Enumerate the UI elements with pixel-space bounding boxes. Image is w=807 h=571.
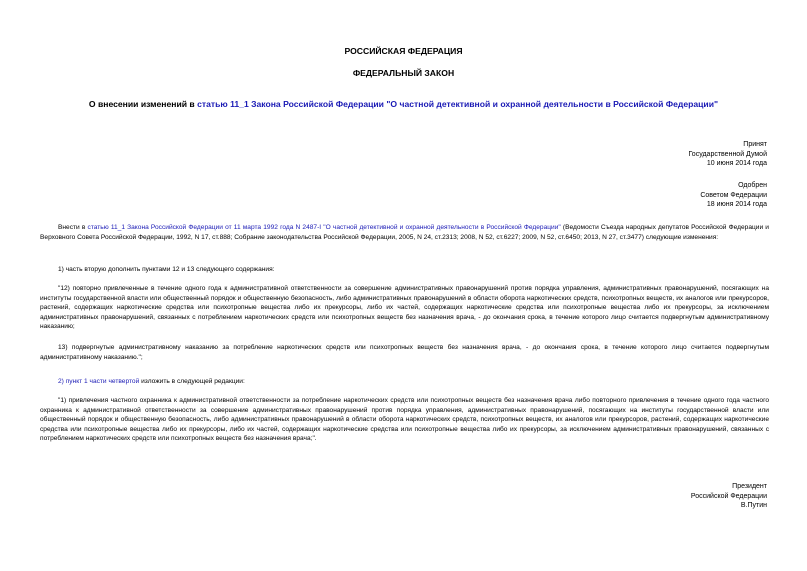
signature-role: Президент	[732, 483, 767, 490]
intro-paragraph	[40, 223, 769, 242]
law-title-link[interactable]: статью 11_1 Закона Российской Федерации "О частной детективной и охранной деятельности в Российской Федерации"	[197, 99, 719, 109]
adopted-by: Государственной Думой	[688, 150, 767, 158]
adopted-date: 10 июня 2014 года	[706, 160, 767, 167]
signature-name: В.Путин	[740, 502, 767, 509]
intro-pre: Внести в	[58, 224, 88, 231]
law-title	[0, 99, 807, 109]
doc-type-heading: ФЕДЕРАЛЬНЫЙ ЗАКОН	[352, 68, 455, 78]
intro-post: (Ведомости Съезда народных депутатов Российской Федерации и Верховного Совета Российской Федерации, 1992, N 17, ст.888; Собрание законодательства Российской Федерации, 2005, N 24, ст.2313; 2008, N 52, ст.6227; 2009, N 52, ст.6450; 2013, N 27, ст.3477) следующие изменения:	[40, 224, 769, 241]
signature-block	[691, 482, 767, 511]
adopted-label: Принят	[743, 141, 767, 148]
approved-label: Одобрен	[738, 182, 767, 189]
item-1: 1) часть вторую дополнить пунктами 12 и 13 следующего содержания:	[58, 266, 275, 273]
intro-link[interactable]: статью 11_1 Закона Российской Федерации от 11 марта 1992 года N 2487-I "О частной детективной и охранной деятельности в Российской Федерации"	[87, 224, 561, 231]
quote-point-12: "12) повторно привлеченные в течение одного года к административной ответственности за совершение административных правонарушений против порядка управления, административных правонарушений, посягающих на институты государственной власти или общественный порядок и общественную безопасность, либо административных правонарушений в области оборота наркотических средств, психотропных веществ, их аналогов или прекурсоров, растений, содержащих наркотические средства или психотропные вещества либо их прекурсоры, либо их частей, содержащих наркотические средства или психотропные вещества либо их прекурсоры, за исключением административных правонарушений, связанных с потреблением наркотических средств или психотропных веществ без назначения врача, - до окончания срока, в течение которого лицо считается подвергнутым административному наказанию;	[40, 285, 769, 331]
quote-point-13: 13) подвергнутые административному наказанию за потребление наркотических средств или психотропных веществ без назначения врача, - до окончания срока, в течение которого лицо считается подвергнутым административному наказанию.";	[40, 344, 769, 361]
item-2	[58, 377, 245, 387]
quote-point-1: "1) привлечения частного охранника к административной ответственности за потребление наркотических средств или психотропных веществ без назначения врача либо повторного привлечения в течение одного года частного охранника к административной ответственности за совершение административных правонарушений против порядка управления, административных правонарушений, посягающих на институты государственной власти или общественный порядок и общественную безопасность, либо административных правонарушений в области оборота наркотических средств, психотропных веществ, их аналогов или прекурсоров, растений, содержащих наркотические средства или психотропные вещества либо их прекурсоры, либо их частей, содержащих наркотические средства или психотропные вещества либо их прекурсоры, за исключением административных правонарушений, связанных с потреблением наркотических средств или психотропных веществ без назначения врача;".	[40, 397, 769, 443]
country-heading: РОССИЙСКАЯ ФЕДЕРАЦИЯ	[344, 46, 463, 56]
approved-block	[700, 181, 767, 210]
item-2-link[interactable]: 2) пункт 1 части четвертой	[58, 378, 140, 385]
law-title-prefix: О внесении изменений в	[88, 99, 198, 109]
approved-by: Советом Федерации	[700, 191, 767, 199]
signature-country: Российской Федерации	[690, 492, 767, 500]
approved-date: 18 июня 2014 года	[706, 201, 767, 208]
adopted-block	[688, 140, 767, 169]
item-2-post: изложить в следующей редакции:	[139, 378, 245, 385]
